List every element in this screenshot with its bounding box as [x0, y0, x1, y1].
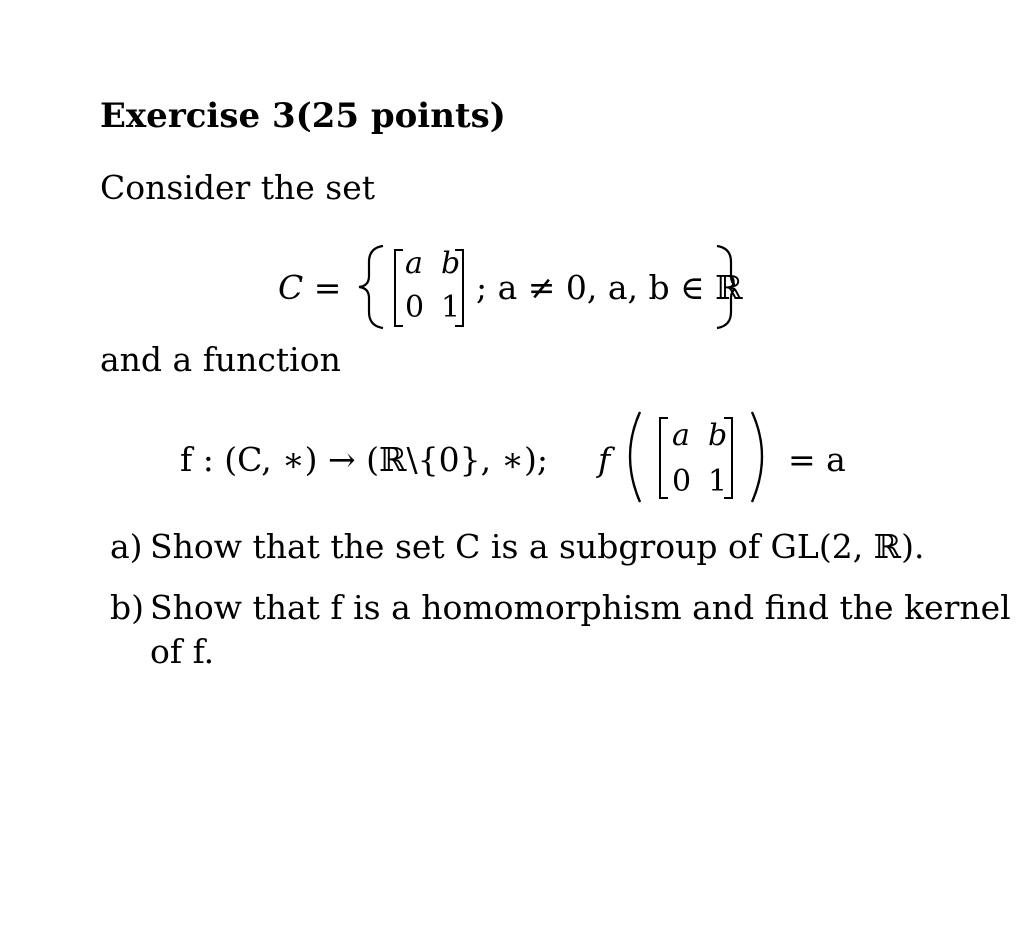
set-matrix-a: a	[405, 246, 423, 281]
set-matrix-0: 0	[405, 290, 425, 325]
function-parens	[618, 408, 778, 508]
task-b-label: b)	[110, 588, 144, 627]
f-matrix-left-bracket	[660, 418, 668, 498]
function-matrix-1: 1	[708, 464, 728, 499]
left-paren	[630, 412, 640, 502]
task-a-label: a)	[110, 527, 143, 566]
set-condition: ; a ≠ 0, a, b ∈ ℝ	[476, 268, 743, 307]
function-matrix-b: b	[708, 418, 728, 453]
set-lhs: C =	[278, 268, 342, 307]
right-paren	[752, 412, 762, 502]
task-b-line2: of f.	[150, 632, 215, 671]
left-brace	[359, 246, 383, 328]
exercise-title: Exercise 3(25 points)	[100, 96, 506, 136]
function-result: = a	[788, 440, 846, 479]
function-matrix-0: 0	[672, 464, 692, 499]
intro-function: and a function	[100, 340, 341, 379]
function-signature: f : (C, ∗) → (ℝ\{0}, ∗);	[180, 440, 548, 479]
set-matrix-b: b	[441, 246, 461, 281]
task-a-text: Show that the set C is a subgroup of GL(2, ℝ).	[150, 527, 925, 566]
matrix-left-bracket	[395, 250, 403, 326]
function-name: f	[598, 440, 611, 479]
function-matrix-a: a	[672, 418, 690, 453]
intro-consider: Consider the set	[100, 168, 376, 207]
set-matrix-1: 1	[441, 290, 461, 325]
task-b-line1: Show that f is a homomorphism and find the kernel	[150, 588, 1011, 627]
